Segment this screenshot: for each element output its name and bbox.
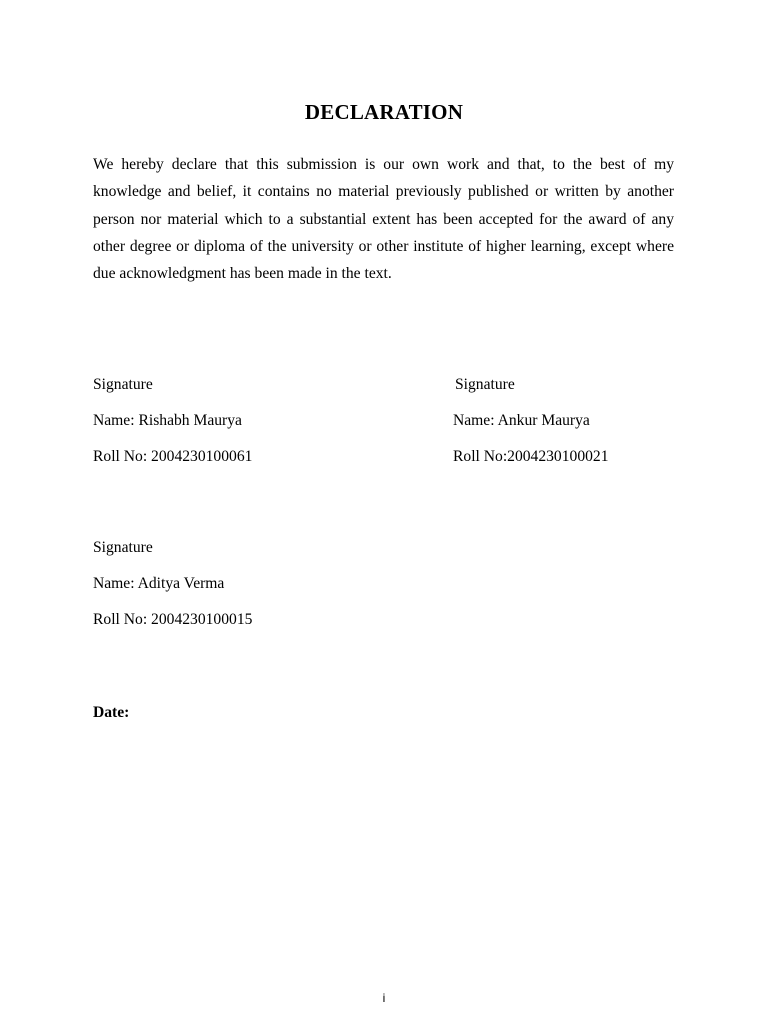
page-title: DECLARATION [304,100,464,124]
signature-label: Signature [93,539,153,556]
signatory-name: Name: Rishabh Maurya [93,412,242,429]
signature-label: Signature [455,376,515,393]
signatory-name: Name: Aditya Verma [93,575,225,592]
page-number: i [382,991,386,1005]
signatory-name: Name: Ankur Maurya [453,412,590,429]
signatory-roll-number: Roll No:2004230100021 [453,448,609,465]
date-label: Date: [93,704,130,721]
declaration-paragraph: We hereby declare that this submission is our own work and that, to the best of my knowledge and belief, it contains no material previously published or written by another person nor material which to a substantial extent has been accepted for the award of any other degree or diploma of the university or other institute of higher learning, except where due acknowledgment has been made in the text. [93,156,674,283]
signatory-roll-number: Roll No: 2004230100015 [93,611,253,628]
signatory-roll-number: Roll No: 2004230100061 [93,448,253,465]
signature-label: Signature [93,376,153,393]
